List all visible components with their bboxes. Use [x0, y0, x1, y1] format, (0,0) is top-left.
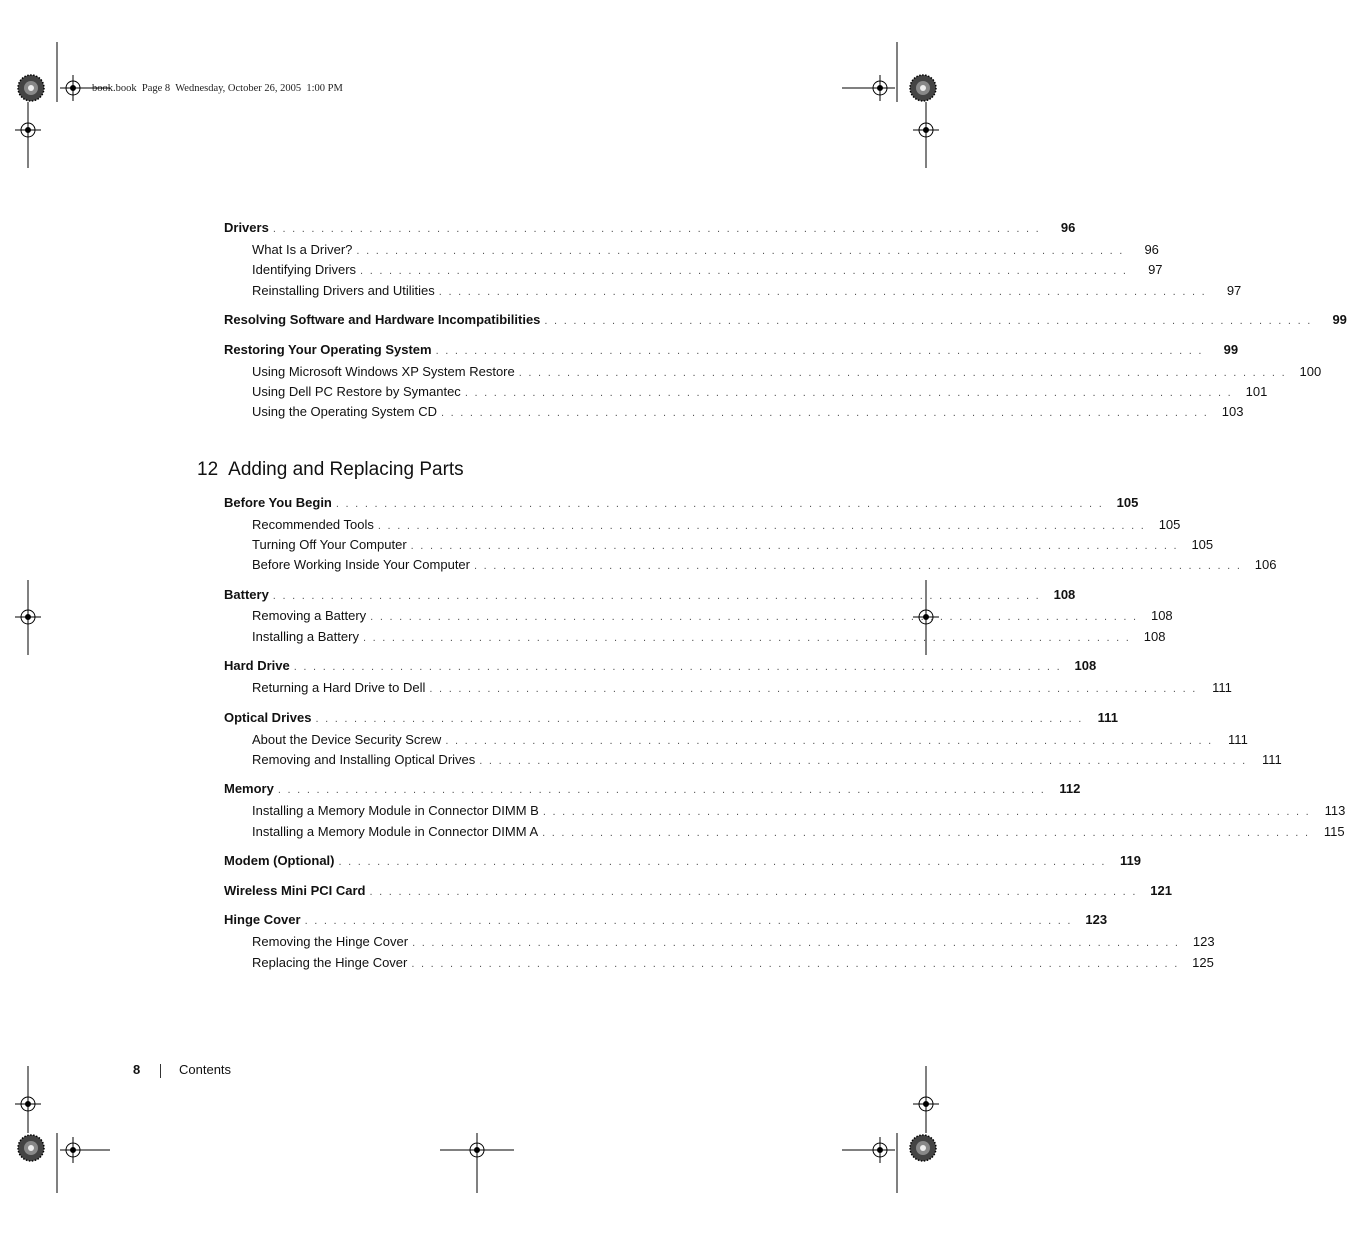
toc-entry-page: 106: [1254, 557, 1277, 572]
toc-subentry[interactable]: [252, 282, 1242, 300]
toc-entry-page: 125: [1192, 955, 1214, 970]
toc-entry-page: 119: [1120, 853, 1141, 868]
toc-entry-page: 97: [1226, 283, 1242, 298]
toc-entry-title: Recommended Tools: [252, 517, 374, 532]
dot-leader: ................................................................................: [315, 713, 1088, 725]
toc-entry[interactable]: [224, 494, 1139, 512]
chapter-heading: [197, 458, 464, 482]
toc-entry[interactable]: [224, 852, 1141, 870]
dot-leader: ................................................................................: [377, 520, 1151, 532]
dot-leader: ................................................................................: [474, 560, 1247, 572]
toc-entry[interactable]: [224, 219, 1076, 237]
dot-leader: ................................................................................: [438, 286, 1212, 298]
toc-entry-title: Reinstalling Drivers and Utilities: [252, 283, 435, 298]
footer-divider: [160, 1064, 161, 1078]
toc-subentry[interactable]: [252, 516, 1181, 534]
toc-entry-page: 96: [1060, 220, 1076, 235]
toc-subentry[interactable]: [252, 241, 1159, 259]
toc-entry-page: 96: [1144, 242, 1159, 257]
dot-leader: ................................................................................: [542, 827, 1315, 839]
toc-entry-page: 108: [1143, 629, 1166, 644]
toc-entry-title: Before Working Inside Your Computer: [252, 557, 470, 572]
chapter-title: Adding and Replacing Parts: [228, 459, 464, 480]
dot-leader: ................................................................................: [411, 958, 1184, 970]
toc-entry-title: Hard Drive: [224, 658, 290, 673]
toc-subentry[interactable]: [252, 802, 1346, 820]
registration-mark: [15, 604, 41, 630]
toc-entry-title: Using the Operating System CD: [252, 404, 437, 419]
toc-entry-page: 111: [1212, 680, 1232, 695]
toc-entry-title: Installing a Memory Module in Connector DIMM A: [252, 824, 539, 839]
dot-leader: ................................................................................: [445, 735, 1218, 747]
toc-entry-page: 115: [1323, 824, 1345, 839]
dot-leader: ................................................................................: [272, 223, 1046, 235]
dot-leader: ................................................................................: [518, 367, 1292, 379]
toc-entry-title: Modem (Optional): [224, 853, 335, 868]
chapter-number: 12: [197, 459, 219, 480]
toc-subentry[interactable]: [252, 403, 1244, 421]
dot-leader: ................................................................................: [369, 886, 1142, 898]
toc-entry[interactable]: [224, 882, 1172, 900]
toc-entry-title: Memory: [224, 781, 274, 796]
toc-subentry[interactable]: [252, 261, 1163, 279]
footer-page-number: 8: [133, 1062, 141, 1077]
dot-leader: ................................................................................: [293, 661, 1067, 673]
toc-entry-title: About the Device Security Screw: [252, 732, 442, 747]
page-footer: [0, 1061, 954, 1081]
dot-leader: ................................................................................: [435, 345, 1209, 357]
toc-subentry[interactable]: [252, 363, 1322, 381]
toc-entry-page: 123: [1085, 912, 1108, 927]
registration-mark: [464, 1137, 490, 1163]
dot-leader: ................................................................................: [304, 915, 1078, 927]
toc-subentry[interactable]: [252, 556, 1277, 574]
toc-entry-page: 108: [1074, 658, 1097, 673]
toc-entry-page: 105: [1191, 537, 1214, 552]
toc-entry-page: 105: [1158, 517, 1181, 532]
toc-subentry[interactable]: [252, 628, 1166, 646]
dot-leader: ................................................................................: [542, 806, 1316, 818]
color-wheel-mark: [910, 75, 936, 101]
toc-entry-title: Removing a Battery: [252, 608, 367, 623]
dot-leader: ................................................................................: [360, 265, 1133, 277]
toc-entry-title: Battery: [224, 587, 269, 602]
toc-entry-page: 121: [1150, 883, 1172, 898]
toc-entry-title: Installing a Battery: [252, 629, 359, 644]
dot-leader: ................................................................................: [429, 683, 1202, 695]
toc-entry-page: 103: [1221, 404, 1244, 419]
dot-leader: ................................................................................: [272, 590, 1046, 602]
dot-leader: ................................................................................: [544, 315, 1317, 327]
registration-mark: [867, 75, 893, 101]
color-wheel-mark: [18, 75, 44, 101]
toc-entry-page: 101: [1245, 384, 1268, 399]
toc-entry-page: 111: [1228, 732, 1248, 747]
print-info: book.book Page 8 Wednesday, October 26, 2005 1:00 PM: [92, 83, 343, 94]
toc-subentry[interactable]: [252, 607, 1173, 625]
registration-mark: [60, 1137, 86, 1163]
toc-entry-page: 97: [1148, 262, 1163, 277]
toc-entry-page: 111: [1097, 710, 1118, 725]
dot-leader: ................................................................................: [479, 755, 1252, 767]
toc-entry[interactable]: [224, 780, 1081, 798]
toc-subentry[interactable]: [252, 933, 1215, 951]
registration-mark: [15, 1091, 41, 1117]
toc-entry-title: Before You Begin: [224, 495, 332, 510]
color-wheel-mark: [910, 1135, 936, 1161]
dot-leader: ................................................................................: [464, 387, 1238, 399]
toc-subentry[interactable]: [252, 823, 1345, 841]
toc-entry-title: Resolving Software and Hardware Incompatibilities: [224, 312, 541, 327]
dot-leader: ................................................................................: [335, 498, 1109, 510]
toc-subentry[interactable]: [252, 954, 1214, 972]
dot-leader: ................................................................................: [370, 611, 1143, 623]
toc-subentry[interactable]: [252, 751, 1282, 769]
dot-leader: ................................................................................: [440, 407, 1214, 419]
toc-entry-page: 113: [1324, 803, 1346, 818]
toc-entry[interactable]: [224, 311, 1347, 329]
registration-mark: [913, 1091, 939, 1117]
color-wheel-mark: [18, 1135, 44, 1161]
toc-entry-page: 112: [1059, 781, 1081, 796]
toc-subentry[interactable]: [252, 536, 1214, 554]
toc-entry-title: Optical Drives: [224, 710, 312, 725]
toc-entry-title: Using Dell PC Restore by Symantec: [252, 384, 461, 399]
toc-entry-page: 105: [1116, 495, 1139, 510]
toc-entry[interactable]: [224, 341, 1239, 359]
dot-leader: ................................................................................: [356, 245, 1129, 257]
registration-mark: [15, 117, 41, 143]
toc-entry-page: 108: [1150, 608, 1173, 623]
toc-entry-title: Turning Off Your Computer: [252, 537, 407, 552]
toc-entry-page: 100: [1299, 364, 1322, 379]
toc-entry-title: Drivers: [224, 220, 269, 235]
dot-leader: ................................................................................: [277, 784, 1051, 796]
toc-entry-title: Installing a Memory Module in Connector DIMM B: [252, 803, 539, 818]
toc-entry-title: Hinge Cover: [224, 912, 301, 927]
toc-entry-title: Identifying Drivers: [252, 262, 357, 277]
toc-subentry[interactable]: [252, 679, 1232, 697]
dot-leader: ................................................................................: [412, 937, 1185, 949]
toc-entry-page: 111: [1262, 752, 1282, 767]
toc-entry-title: Replacing the Hinge Cover: [252, 955, 408, 970]
toc-subentry[interactable]: [252, 383, 1268, 401]
toc-entry-page: 99: [1332, 312, 1347, 327]
toc-entry-title: Restoring Your Operating System: [224, 342, 432, 357]
toc-entry-title: Returning a Hard Drive to Dell: [252, 680, 426, 695]
toc-entry-page: 99: [1223, 342, 1239, 357]
toc-entry[interactable]: [224, 911, 1108, 929]
toc-entry[interactable]: [224, 709, 1118, 727]
toc-entry[interactable]: [224, 586, 1076, 604]
toc-entry-title: Using Microsoft Windows XP System Restore: [252, 364, 515, 379]
toc-subentry[interactable]: [252, 731, 1248, 749]
toc-entry-title: Removing the Hinge Cover: [252, 934, 409, 949]
registration-mark: [60, 75, 86, 101]
toc-entry-title: Wireless Mini PCI Card: [224, 883, 366, 898]
toc-entry-page: 123: [1192, 934, 1215, 949]
dot-leader: ................................................................................: [410, 540, 1184, 552]
toc-entry-title: Removing and Installing Optical Drives: [252, 752, 476, 767]
toc-entry-page: 108: [1053, 587, 1076, 602]
dot-leader: ................................................................................: [362, 632, 1136, 644]
dot-leader: ................................................................................: [338, 856, 1111, 868]
toc-entry-title: What Is a Driver?: [252, 242, 353, 257]
footer-section-name: Contents: [179, 1062, 232, 1077]
toc-entry[interactable]: [224, 657, 1097, 675]
registration-mark: [913, 117, 939, 143]
registration-mark: [867, 1137, 893, 1163]
